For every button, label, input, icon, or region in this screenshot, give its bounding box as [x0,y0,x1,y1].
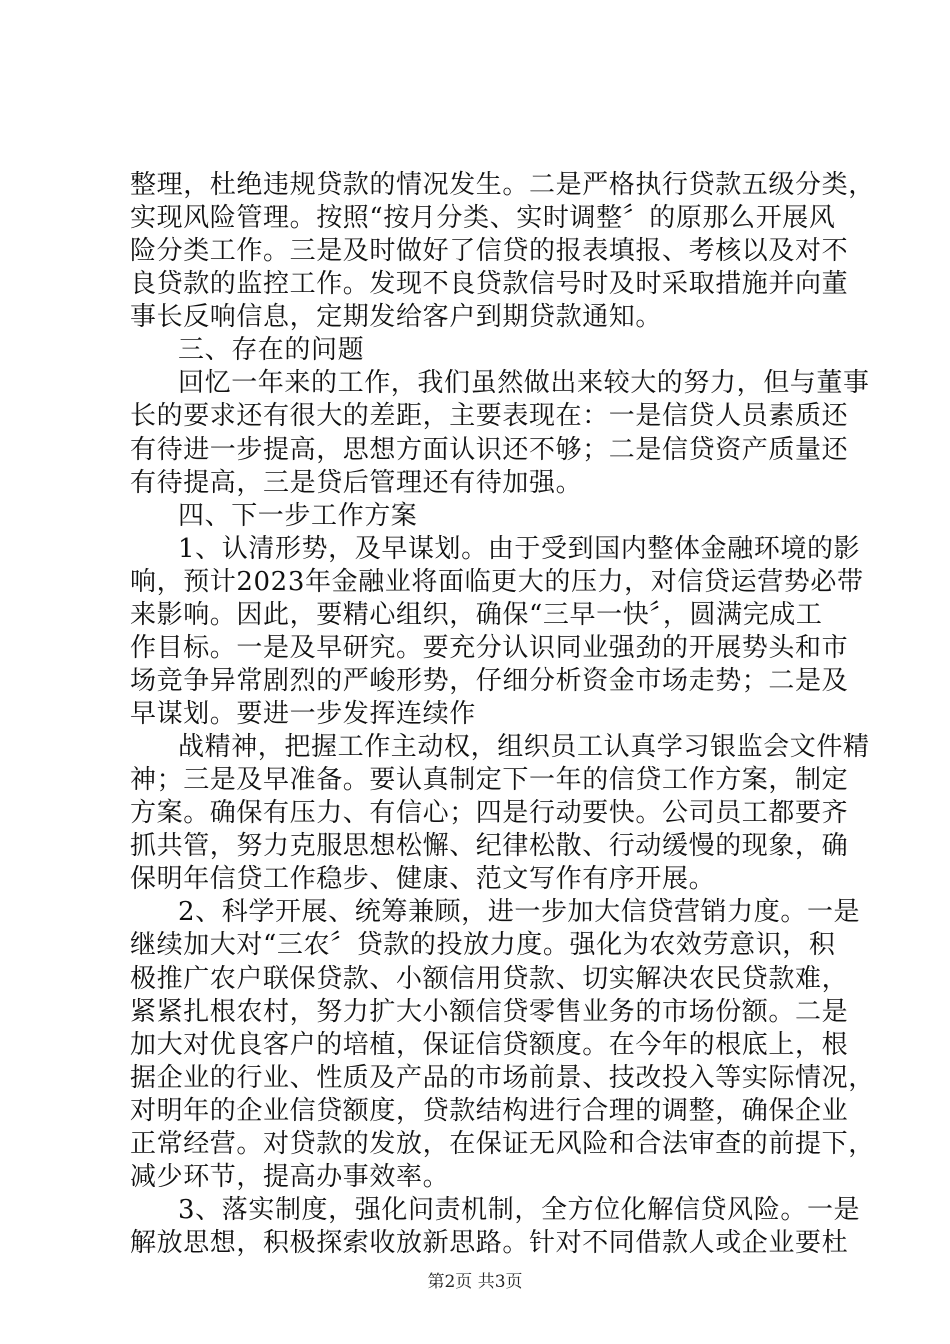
body-line: 加大对优良客户的培植，保证信贷额度。在今年的根底上，根 [130,1030,849,1060]
body-line: 长的要求还有很大的差距，主要表现在：一是信贷人员素质还 [130,401,849,431]
body-line: 险分类工作。三是及时做好了信贷的报表填报、考核以及对不 [130,236,849,266]
body-line: 响，预计2023年金融业将面临更大的压力，对信贷运营势必带 [130,567,864,597]
body-line: 方案。确保有压力、有信心；四是行动要快。公司员工都要齐 [130,798,849,828]
body-line: 事长反响信息，定期发给客户到期贷款通知。 [130,302,663,332]
body-line: 战精神，把握工作主动权，组织员工认真学习银监会文件精 [178,732,870,762]
body-line: 3、落实制度，强化问责机制，全方位化解信贷风险。一是 [178,1195,861,1225]
section-heading: 四、下一步工作方案 [178,501,418,531]
section-heading: 三、存在的问题 [178,335,365,365]
body-line: 2、科学开展、统筹兼顾，进一步加大信贷营销力度。一是 [178,897,861,927]
body-line: 解放思想，积极探索收放新思路。针对不同借款人或企业要杜 [130,1228,849,1258]
body-line: 对明年的企业信贷额度，贷款结构进行合理的调整，确保企业 [130,1096,849,1126]
body-line: 正常经营。对贷款的发放，在保证无风险和合法审查的前提下， [130,1129,875,1159]
body-line: 保明年信贷工作稳步、健康、范文写作有序开展。 [130,864,716,894]
body-line: 良贷款的监控工作。发现不良贷款信号时及时采取措施并向董 [130,269,849,299]
body-line: 整理，杜绝违规贷款的情况发生。二是严格执行贷款五级分类， [130,170,875,200]
body-line: 有待提高，三是贷后管理还有待加强。 [130,468,583,498]
body-line: 抓共管，努力克服思想松懈、纪律松散、行动缓慢的现象，确 [130,831,849,861]
body-line: 早谋划。要进一步发挥连续作 [130,699,476,729]
body-line: 极推广农户联保贷款、小额信用贷款、切实解决农民贷款难， [130,964,849,994]
body-line: 作目标。一是及早研究。要充分认识同业强劲的开展势头和市 [130,633,849,663]
body-line: 实现风险管理。按照“按月分类、实时调整〞的原那么开展风 [130,203,836,233]
body-line: 1、认清形势，及早谋划。由于受到国内整体金融环境的影 [178,534,861,564]
body-line: 减少环节，提高办事效率。 [130,1162,450,1192]
body-line: 神；三是及早准备。要认真制定下一年的信贷工作方案，制定 [130,765,849,795]
body-line: 场竞争异常剧烈的严峻形势，仔细分析资金市场走势；二是及 [130,666,849,696]
body-line: 继续加大对“三农〞贷款的投放力度。强化为农效劳意识，积 [130,930,836,960]
body-line: 回忆一年来的工作，我们虽然做出来较大的努力，但与董事 [178,368,870,398]
body-line: 紧紧扎根农村，努力扩大小额信贷零售业务的市场份额。二是 [130,997,849,1027]
body-line: 来影响。因此，要精心组织，确保“三早一快〞，圆满完成工 [130,600,823,630]
body-line: 有待进一步提高，思想方面认识还不够；二是信贷资产质量还 [130,435,849,465]
page-number: 第2页 共3页 [427,1272,523,1292]
body-line: 据企业的行业、性质及产品的市场前景、技改投入等实际情况， [130,1063,875,1093]
